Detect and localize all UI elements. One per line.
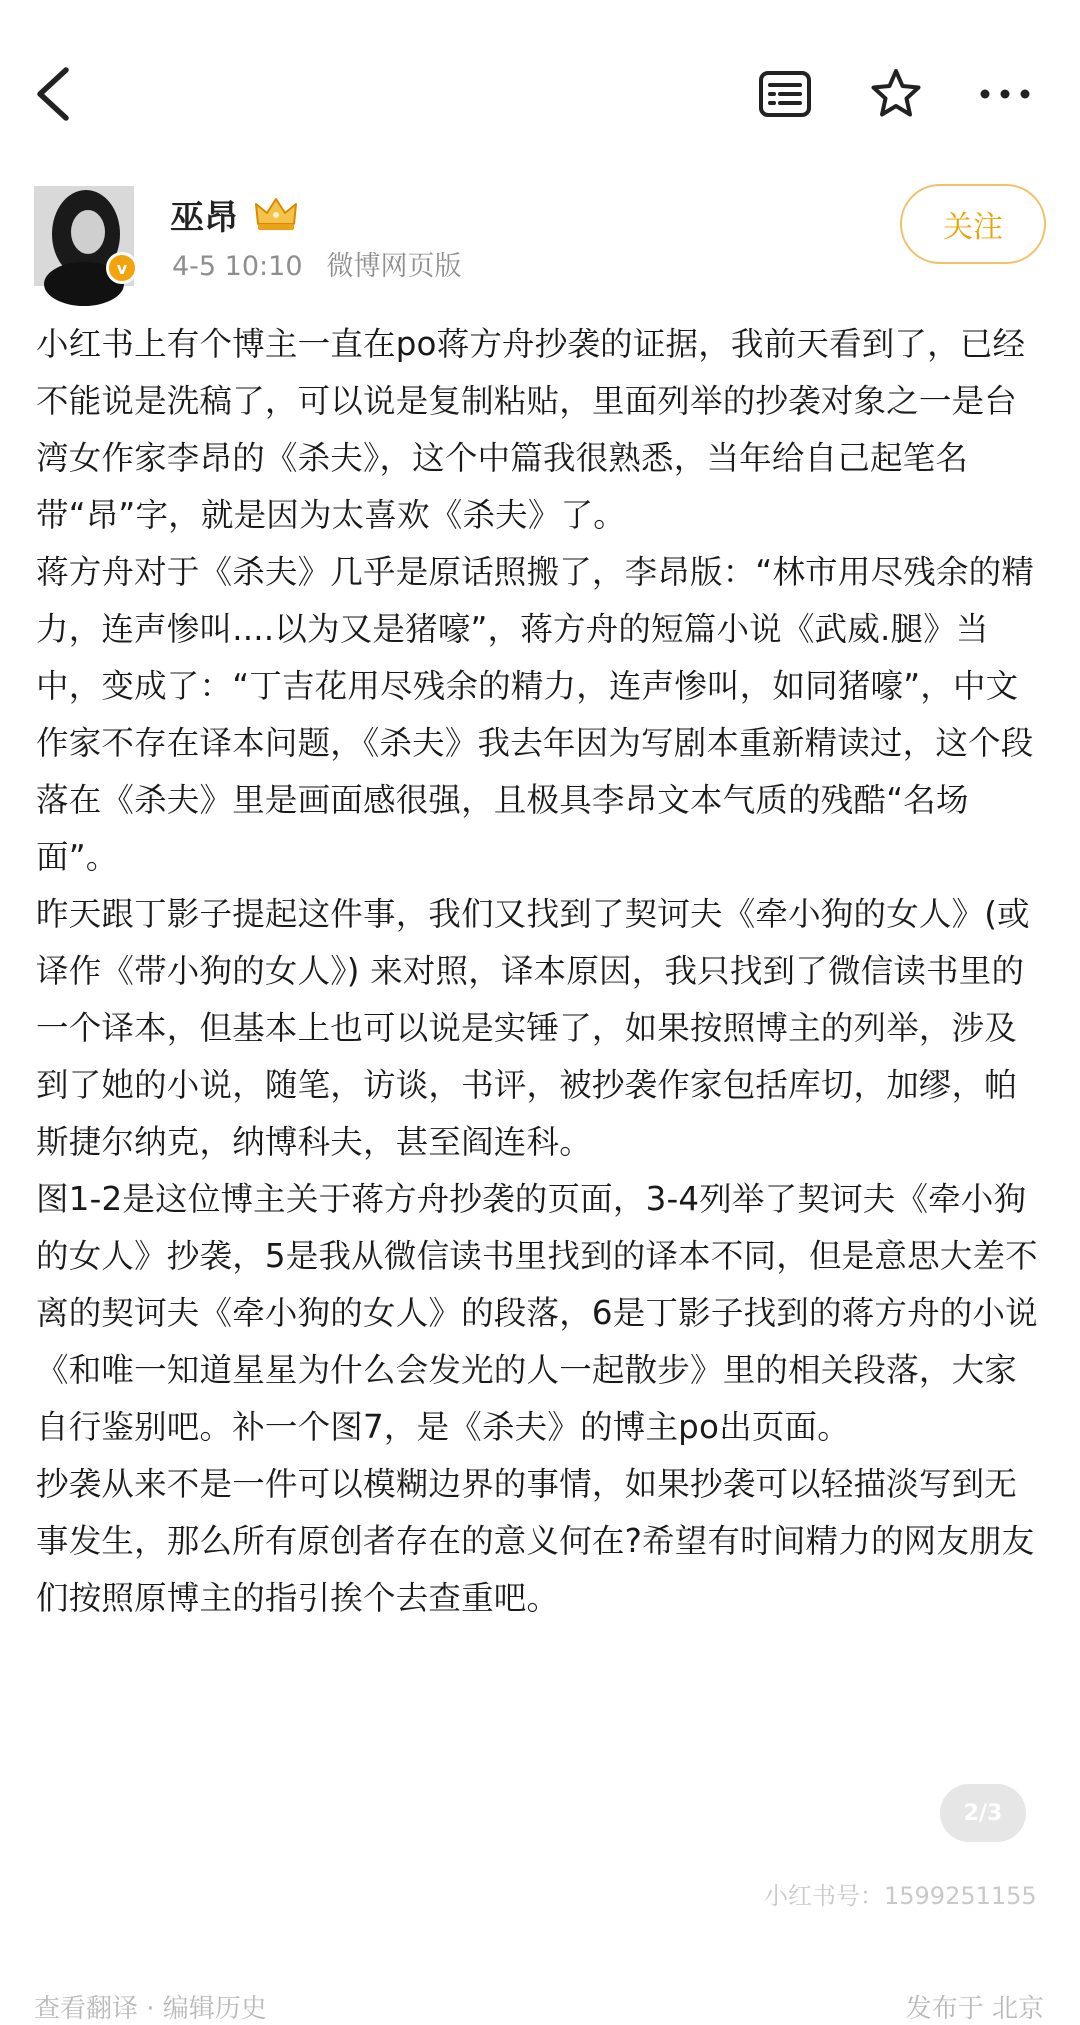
post-footer	[34, 1988, 1044, 2024]
follow-button[interactable]: 关注	[900, 184, 1046, 264]
verified-badge: v	[106, 252, 138, 284]
back-button[interactable]	[30, 62, 76, 126]
footer-left[interactable]: 查看翻译 · 编辑历史	[34, 1994, 267, 2024]
paragraph: 小红书上有个博主一直在po蒋方舟抄袭的证据，我前天看到了，已经不能说是洗稿了，可以说是复制粘贴，里面列举的抄袭对象之一是台湾女作家李昂的《杀夫》，这个中篇我很熟悉，当年给自己起笔名带“昂”字，就是因为太喜欢《杀夫》了。	[36, 325, 1026, 534]
top-navigation-bar	[0, 0, 1080, 190]
favorite-button[interactable]	[868, 66, 924, 122]
article-list-button[interactable]	[757, 66, 813, 122]
more-button[interactable]	[975, 66, 1035, 122]
paragraph: 蒋方舟对于《杀夫》几乎是原话照搬了，李昂版：“林市用尽残余的精力，连声惨叫....以为又是猪嚎”，蒋方舟的短篇小说《武威.腿》当中，变成了：“丁吉花用尽残余的精力，连声惨叫，如同猪嚎”，中文作家不存在译本问题，《杀夫》我去年因为写剧本重新精读过，这个段落在《杀夫》里是画面感很强，且极具李昂文本气质的残酷“名场面”。	[36, 553, 1035, 876]
footer-right: 发布于 北京	[905, 1994, 1044, 2024]
post-content	[36, 316, 1046, 1627]
xiaohongshu-watermark: 小红书号：1599251155	[764, 1882, 1037, 1910]
author-name[interactable]: 巫昂	[170, 198, 238, 238]
post-time: 4-5 10:10	[172, 251, 303, 282]
article-list-icon	[757, 66, 813, 122]
paragraph: 抄袭从来不是一件可以模糊边界的事情，如果抄袭可以轻描淡写到无事发生，那么所有原创者存在的意义何在?希望有时间精力的网友朋友们按照原博主的指引挨个去查重吧。	[36, 1465, 1035, 1617]
author-header	[0, 180, 1080, 290]
paragraph: 图1-2是这位博主关于蒋方舟抄袭的页面，3-4列举了契诃夫《牵小狗的女人》抄袭，5是我从微信读书里找到的译本不同，但是意思大差不离的契诃夫《牵小狗的女人》的段落，6是丁影子找到的蒋方舟的小说《和唯一知道星星为什么会发光的人一起散步》里的相关段落，大家自行鉴别吧。补一个图7，是《杀夫》的博主po出页面。	[36, 1180, 1038, 1446]
image-page-badge: 2/3	[940, 1784, 1026, 1842]
chevron-left-icon	[30, 62, 76, 126]
post-meta	[172, 244, 462, 283]
more-dots-icon	[975, 66, 1035, 122]
paragraph: 昨天跟丁影子提起这件事，我们又找到了契诃夫《牵小狗的女人》(或译作《带小狗的女人》) 来对照，译本原因，我只找到了微信读书里的一个译本，但基本上也可以说是实锤了，如果按照博主的列举，涉及到了她的小说，随笔，访谈，书评，被抄袭作家包括库切，加缪，帕斯捷尔纳克，纳博科夫，甚至阎连科。	[36, 895, 1030, 1161]
post-source: 微博网页版	[326, 251, 462, 282]
crown-icon	[252, 194, 300, 234]
star-icon	[868, 66, 924, 122]
